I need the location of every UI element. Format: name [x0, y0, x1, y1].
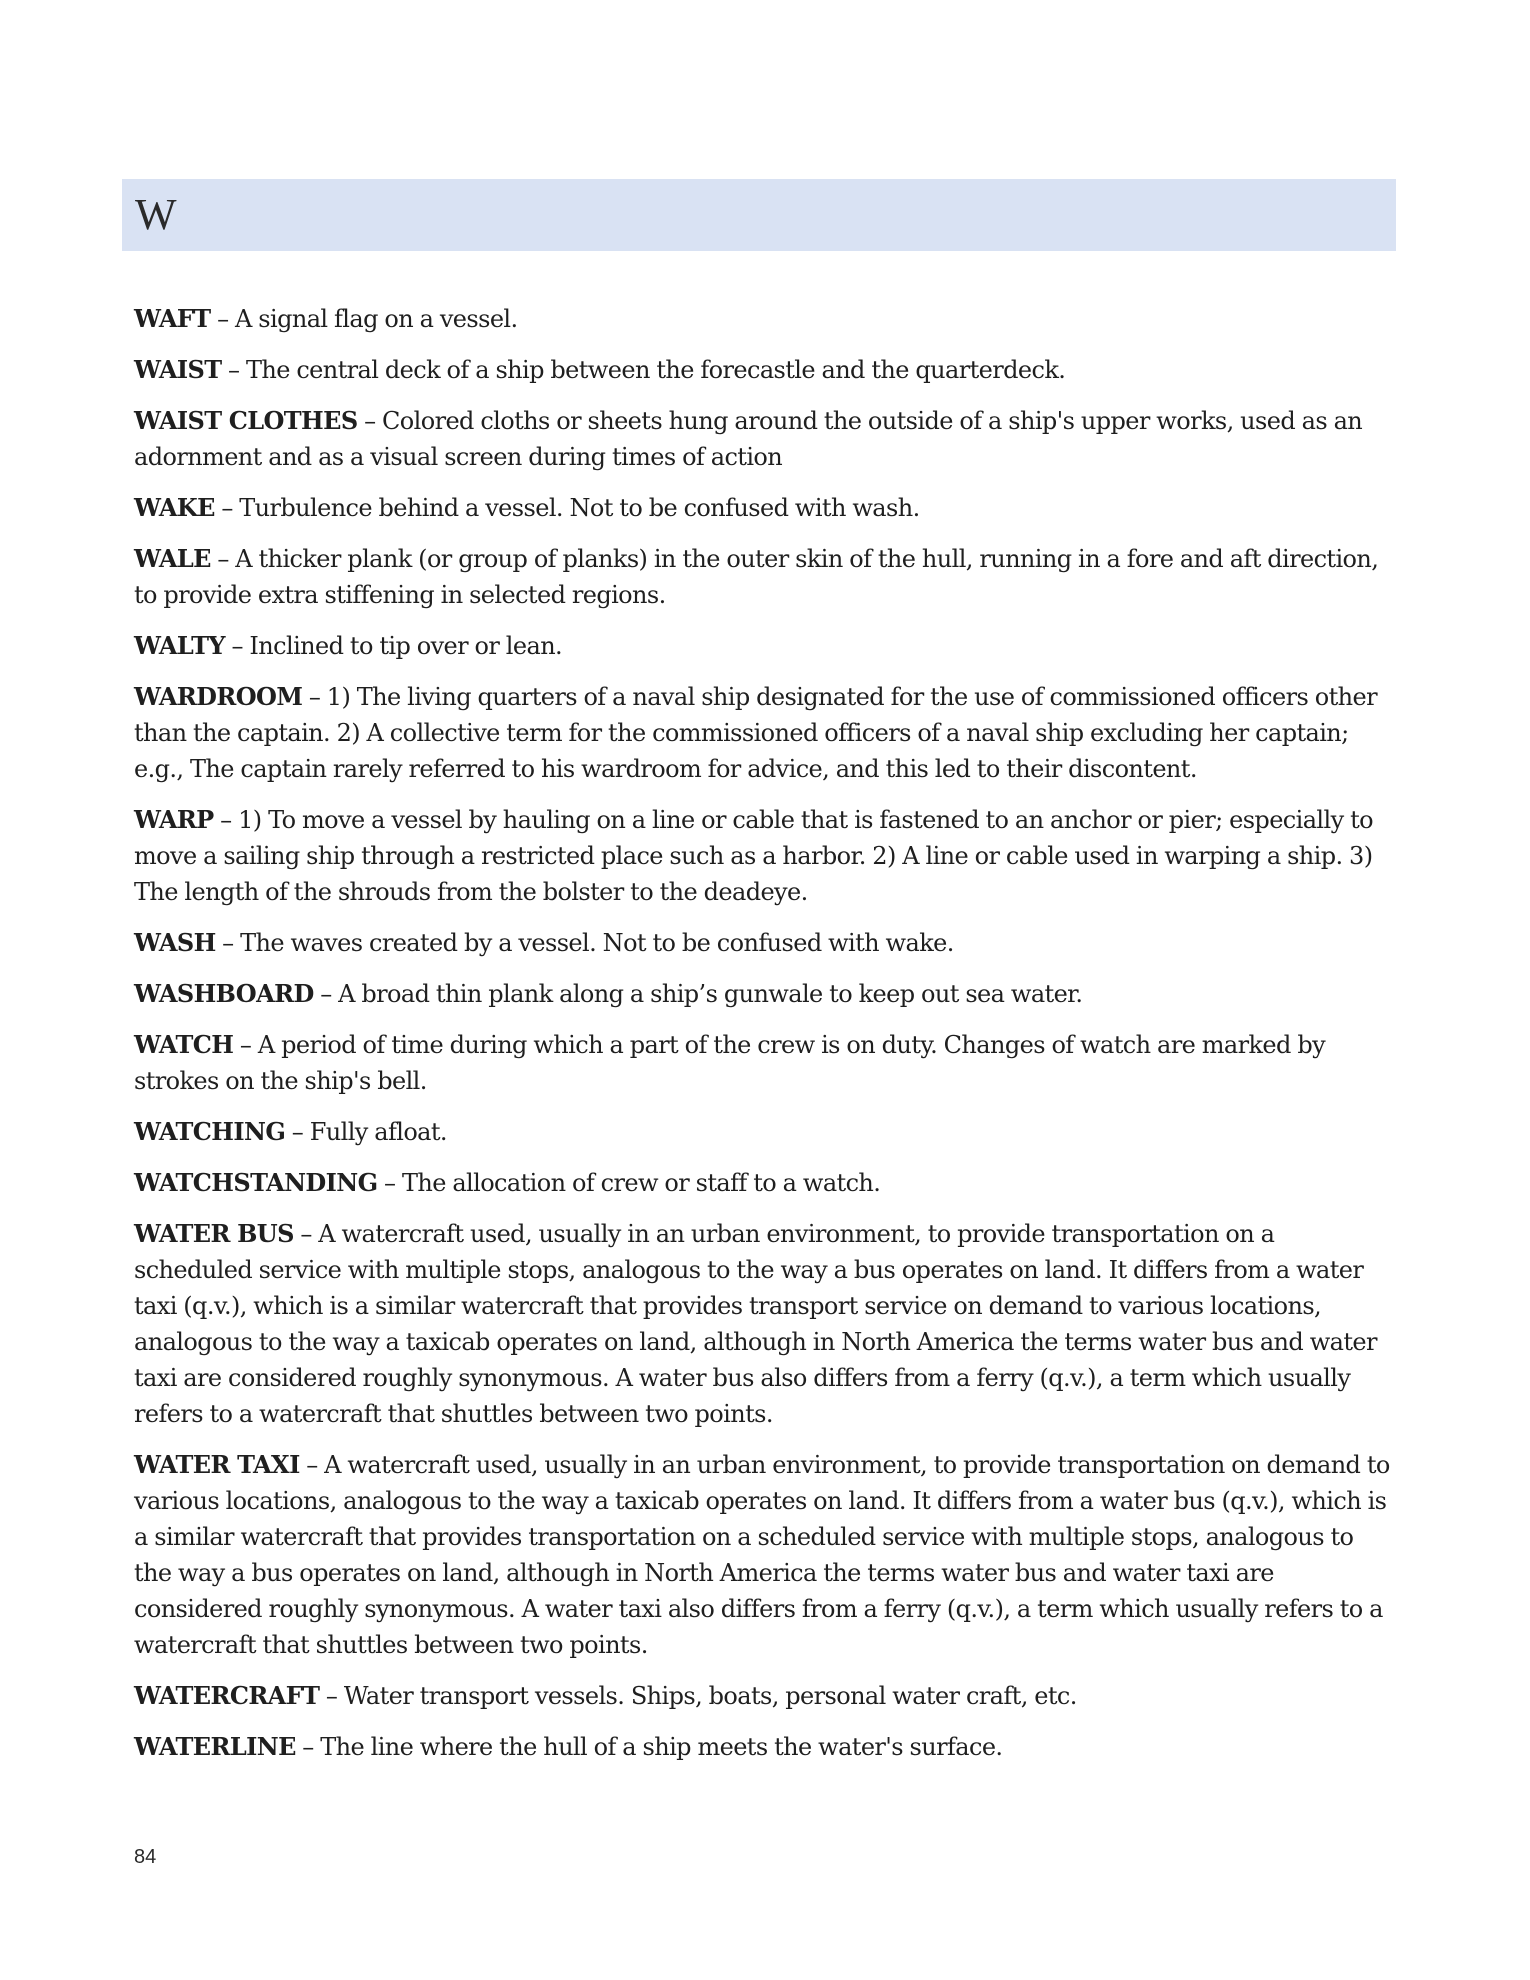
entry-separator: – — [302, 683, 327, 711]
entry-definition: Fully afloat. — [309, 1118, 447, 1146]
entry-term: WARDROOM — [134, 682, 303, 711]
entry-definition: A period of time during which a part of the crew is on duty. Changes of watch are marked by strokes on the ship's bell. — [134, 1031, 1326, 1095]
entry-separator: – — [377, 1169, 402, 1197]
entry-definition: Inclined to tip over or lean. — [249, 632, 563, 660]
entry-separator: – — [233, 1031, 258, 1059]
entry-term: WATER TAXI — [134, 1450, 300, 1479]
entry-separator: – — [210, 305, 236, 333]
glossary-entry — [134, 1447, 1392, 1663]
entry-separator: – — [319, 1682, 344, 1710]
entry-term: WALTY — [134, 631, 225, 660]
glossary-entry — [134, 403, 1392, 475]
glossary-entry — [134, 628, 1392, 664]
entry-definition: The line where the hull of a ship meets the water's surface. — [320, 1733, 1003, 1761]
glossary-entry — [134, 541, 1392, 613]
section-letter: W — [135, 190, 177, 239]
entry-term: WATER BUS — [134, 1219, 294, 1248]
glossary-entry — [134, 679, 1392, 787]
entry-term: WATERCRAFT — [134, 1681, 320, 1710]
entry-separator: – — [313, 980, 339, 1008]
glossary-entry — [134, 490, 1392, 526]
entry-separator: – — [221, 356, 246, 384]
glossary-entry — [134, 1216, 1392, 1432]
section-header — [122, 179, 1396, 251]
entry-definition: 1) The living quarters of a naval ship designated for the use of commissioned officers other than the captain. 2) A collective term for the commissioned officers of a naval ship excluding her captain; e.g., The captain rarely referred to his wardroom for advice, and this led to their discontent. — [134, 683, 1377, 783]
glossary-entry — [134, 1165, 1392, 1201]
glossary-entries — [134, 301, 1392, 1780]
entry-term: WAIST — [134, 355, 222, 384]
entry-term: WAKE — [134, 493, 215, 522]
entry-definition: A watercraft used, usually in an urban environment, to provide transportation on demand to various locations, analogous to the way a taxicab operates on land. It differs from a water bus (q.v.), which is a similar watercraft that provides transportation on a scheduled service with multiple stops, analogous to the way a bus operates on land, although in North America the terms water bus and water taxi are considered roughly synonymous. A water taxi also differs from a ferry (q.v.), a term which usually refers to a watercraft that shuttles between two points. — [134, 1451, 1390, 1659]
glossary-entry — [134, 925, 1392, 961]
entry-separator: – — [357, 407, 383, 435]
glossary-entry — [134, 1027, 1392, 1099]
entry-separator: – — [299, 1451, 325, 1479]
entry-term: WALE — [134, 544, 211, 573]
glossary-entry — [134, 1729, 1392, 1765]
entry-definition: Turbulence behind a vessel. Not to be confused with wash. — [239, 494, 920, 522]
entry-separator: – — [210, 545, 236, 573]
entry-definition: The central deck of a ship between the forecastle and the quarterdeck. — [245, 356, 1066, 384]
entry-definition: A watercraft used, usually in an urban environment, to provide transportation on a scheduled service with multiple stops, analogous to the way a bus operates on land. It differs from a water taxi (q.v.), which is a similar watercraft that provides transport service on demand to various locations, analogous to the way a taxicab operates on land, although in North America the terms water bus and water taxi are considered roughly synonymous. A water bus also differs from a ferry (q.v.), a term which usually refers to a watercraft that shuttles between two points. — [134, 1220, 1377, 1428]
entry-definition: A signal flag on a vessel. — [235, 305, 518, 333]
entry-definition: A thicker plank (or group of planks) in the outer skin of the hull, running in a fore and aft direction, to provide extra stiffening in selected regions. — [134, 545, 1379, 609]
entry-separator: – — [213, 806, 239, 834]
entry-separator: – — [224, 632, 250, 660]
entry-definition: Colored cloths or sheets hung around the outside of a ship's upper works, used as an adornment and as a visual screen during times of action — [134, 407, 1363, 471]
entry-term: WATCH — [134, 1030, 234, 1059]
entry-definition: A broad thin plank along a ship’s gunwale to keep out sea water. — [338, 980, 1083, 1008]
entry-term: WAFT — [134, 304, 211, 333]
glossary-entry — [134, 1114, 1392, 1150]
glossary-entry — [134, 352, 1392, 388]
entry-definition: Water transport vessels. Ships, boats, personal water craft, etc. — [343, 1682, 1077, 1710]
glossary-entry — [134, 802, 1392, 910]
entry-term: WATCHING — [134, 1117, 286, 1146]
entry-definition: 1) To move a vessel by hauling on a line or cable that is fastened to an anchor or pier; especially to move a sailing ship through a restricted place such as a harbor. 2) A line or cable used in warping a ship. 3) The length of the shrouds from the bolster to the deadeye. — [134, 806, 1373, 906]
entry-separator: – — [293, 1220, 319, 1248]
entry-separator: – — [285, 1118, 310, 1146]
entry-definition: The allocation of crew or staff to a watch. — [401, 1169, 881, 1197]
glossary-entry — [134, 301, 1392, 337]
entry-term: WASHBOARD — [134, 979, 314, 1008]
glossary-entry — [134, 976, 1392, 1012]
entry-term: WATCHSTANDING — [134, 1168, 378, 1197]
entry-separator: – — [295, 1733, 321, 1761]
glossary-entry — [134, 1678, 1392, 1714]
entry-term: WATERLINE — [134, 1732, 296, 1761]
entry-term: WAIST CLOTHES — [134, 406, 358, 435]
entry-term: WARP — [134, 805, 214, 834]
entry-separator: – — [214, 494, 240, 522]
entry-term: WASH — [134, 928, 216, 957]
entry-separator: – — [215, 929, 241, 957]
page-number: 84 — [134, 1846, 157, 1868]
entry-definition: The waves created by a vessel. Not to be confused with wake. — [240, 929, 954, 957]
